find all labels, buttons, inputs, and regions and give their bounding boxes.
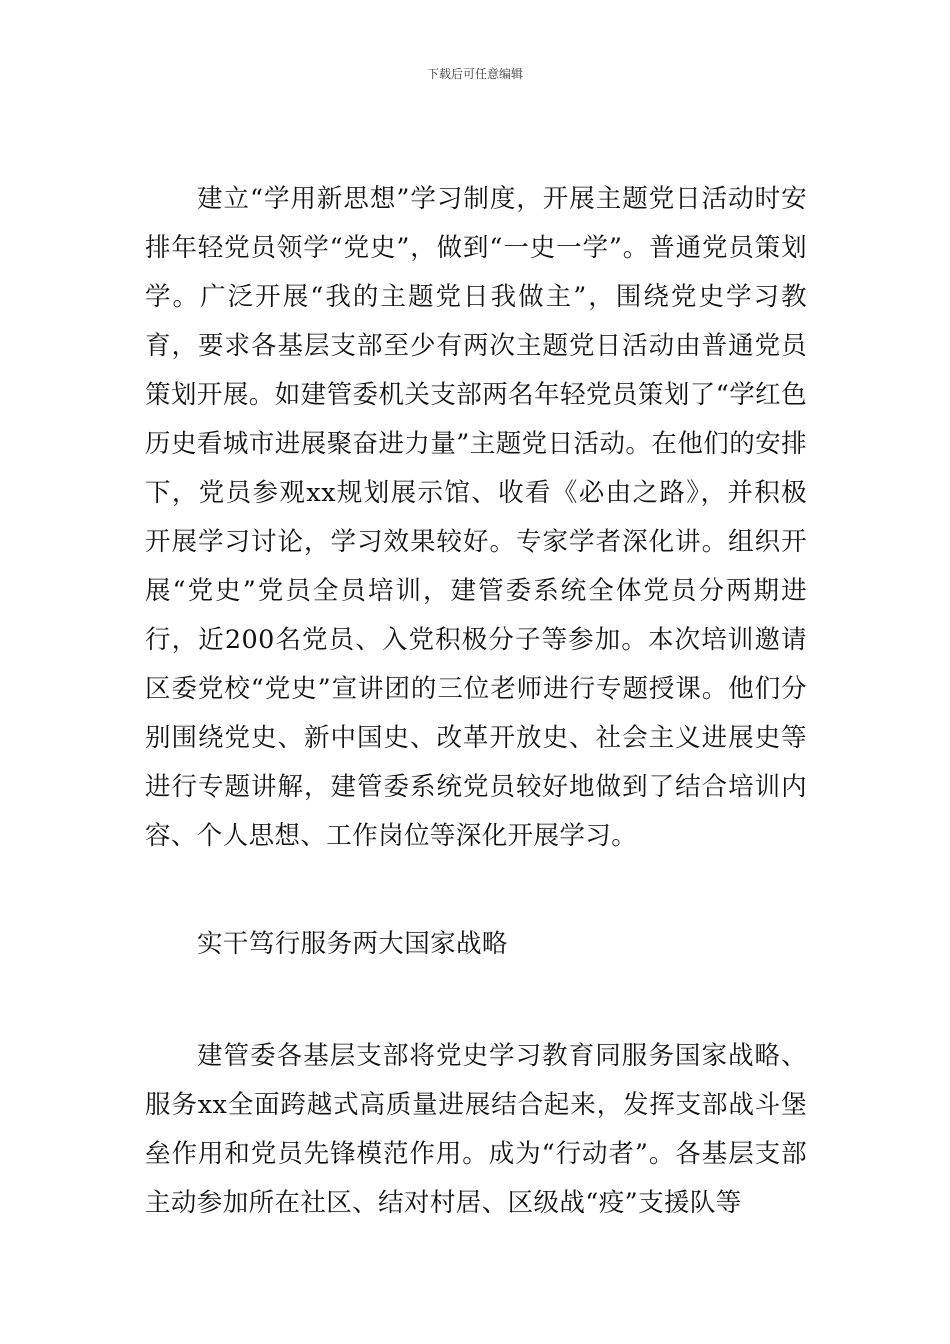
body-paragraph: 建立“学用新思想”学习制度，开展主题党日活动时安排年轻党员领学“党史”，做到“一史一学”。普通党员策划学。广泛开展“我的主题党日我做主”，围绕党史学习教育，要求各基层支部至少有两次主题党日活动由普通党员策划开展。如建管委机关支部两名年轻党员策划了“学红色历史看城市进展聚奋进力量”主题党日活动。在他们的安排下，党员参观xx规划展示馆、收看《必由之路》，并积极开展学习讨论，学习效果较好。专家学者深化讲。组织开展“党史”党员全员培训，建管委系统全体党员分两期进行，近200名党员、入党积极分子等参加。本次培训邀请区委党校“党史”宣讲团的三位老师进行专题授课。他们分别围绕党史、新中国史、改革开放史、社会主义进展史等进行专题讲解，建管委系统党员较好地做到了结合培训内容、个人思想、工作岗位等深化开展学习。 [145, 184, 807, 851]
page-header: 下载后可任意编辑 [426, 67, 523, 81]
section-heading: 实干笃行服务两大国家战略 [197, 929, 508, 959]
body-paragraph: 建管委各基层支部将党史学习教育同服务国家战略、服务xx全面跨越式高质量进展结合起来，发挥支部战斗堡垒作用和党员先锋模范作用。成为“行动者”。各基层支部主动参加所在社区、结对村居、区级战“疫”支援队等 [145, 1041, 807, 1218]
